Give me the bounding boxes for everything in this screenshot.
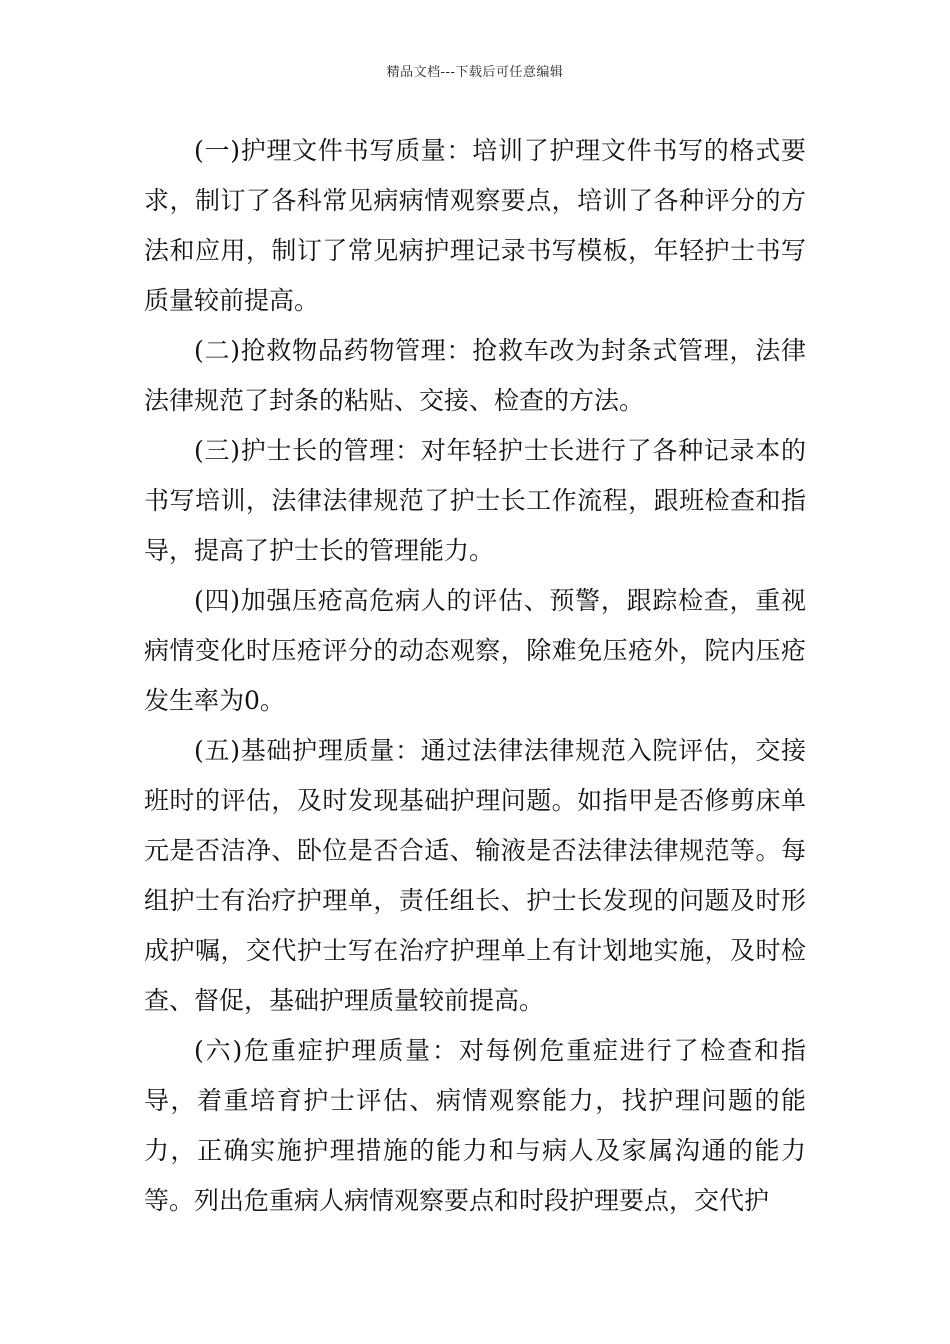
page-header: 精品文档---下载后可任意编辑 [386, 65, 564, 80]
document-body [144, 126, 806, 1226]
paragraph-head-nurse-management: (三)护士长的管理：对年轻护士长进行了各种记录本的书写培训，法律法律规范了护士长工作流程，跟班检查和指导，提高了护士长的管理能力。 [144, 436, 806, 565]
paragraph-documentation-quality: (一)护理文件书写质量：培训了护理文件书写的格式要求，制订了各科常见病病情观察要点，培训了各种评分的方法和应用，制订了常见病护理记录书写模板，年轻护士书写质量较前提高。 [144, 136, 806, 315]
paragraph-pressure-ulcer: (四)加强压疮高危病人的评估、预警，跟踪检查，重视病情变化时压疮评分的动态观察，除难免压疮外，院内压疮发生率为0。 [144, 586, 806, 715]
paragraph-emergency-supplies: (二)抢救物品药物管理：抢救车改为封条式管理，法律法律规范了封条的粘贴、交接、检查的方法。 [144, 336, 806, 415]
paragraph-basic-nursing: (五)基础护理质量：通过法律法律规范入院评估，交接班时的评估，及时发现基础护理问题。如指甲是否修剪床单元是否洁净、卧位是否合适、输液是否法律法律规范等。每组护士有治疗护理单，责任组长、护士长发现的问题及时形成护嘱，交代护士写在治疗护理单上有计划地实施，及时检查、督促，基础护理质量较前提高。 [144, 736, 806, 1015]
paragraph-critical-care: (六)危重症护理质量：对每例危重症进行了检查和指导，着重培育护士评估、病情观察能力，找护理问题的能力，正确实施护理措施的能力和与病人及家属沟通的能力等。列出危重病人病情观察要点和时段护理要点，交代护 [144, 1036, 806, 1215]
